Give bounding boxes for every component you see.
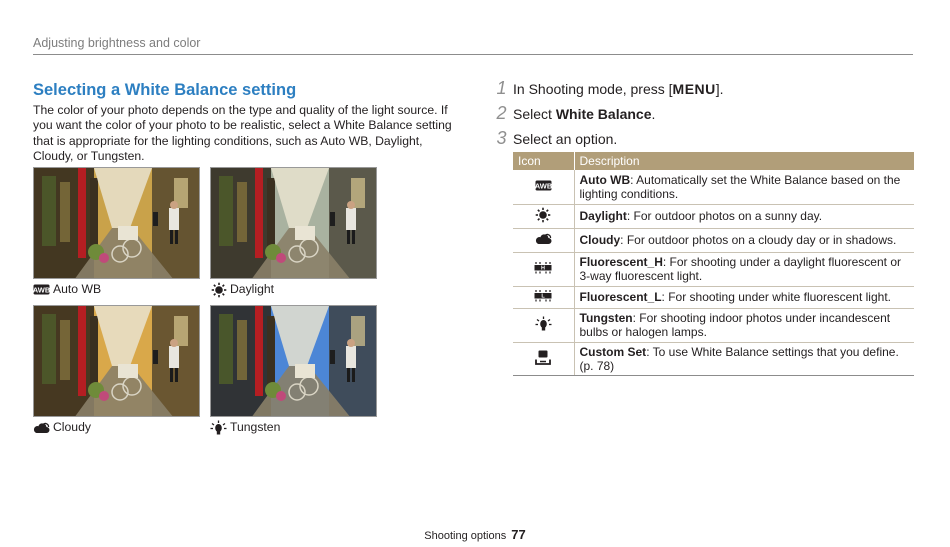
table-icon-cell (513, 170, 574, 204)
auto-wb-icon (535, 180, 552, 191)
step-text: Select an option. (513, 131, 618, 147)
caption-label: Cloudy (53, 420, 91, 434)
photo-4 (210, 305, 377, 435)
menu-key: MENU (672, 81, 716, 97)
table-row (513, 204, 914, 228)
option-description: : For outdoor photos on a cloudy day or in shadows. (620, 233, 897, 247)
step-text: Select White Balance. (513, 106, 656, 122)
auto-wb-icon (33, 283, 50, 296)
sample-photo (210, 305, 377, 417)
intro-text: The color of your photo depends on the type and quality of the light source. If you want the color of your photo to be realistic, select a White Balance setting that is appropriate for the lighting conditions, such as Auto WB, Daylight, Cloudy, or Tungsten. (33, 103, 452, 163)
footer-section-label: Shooting options (424, 530, 507, 542)
table-description-cell (574, 308, 914, 342)
cloudy-icon (535, 233, 552, 245)
step-number: 1 (496, 78, 507, 98)
column-header-icon: Icon (513, 152, 574, 170)
photo-1 (33, 167, 200, 297)
photo-caption (210, 420, 377, 435)
table-description-cell (574, 228, 914, 252)
table-icon-cell (513, 308, 574, 342)
option-name: Fluorescent_H (579, 255, 663, 269)
page-footer (0, 527, 950, 542)
option-description: : For shooting indoor photos under incandescent bulbs or halogen lamps. (579, 311, 891, 339)
header-title: Adjusting brightness and color (33, 36, 201, 50)
section-title: Selecting a White Balance setting (33, 81, 297, 99)
table-icon-cell (513, 286, 574, 308)
table-description-cell (574, 286, 914, 308)
option-name: Auto WB (579, 172, 631, 187)
svg-text:AWB: AWB (534, 181, 552, 191)
tungsten-icon (210, 421, 227, 434)
photo-2 (210, 167, 377, 297)
page-number: 77 (511, 527, 526, 542)
caption-label: Auto WB (53, 282, 102, 296)
step-2 (490, 103, 914, 128)
svg-text:L: L (541, 293, 545, 300)
daylight-icon (210, 283, 227, 296)
table-row (513, 252, 914, 286)
table-row (513, 286, 914, 308)
step-number: 2 (496, 103, 507, 123)
photo-3 (33, 305, 200, 435)
photo-caption (210, 282, 377, 297)
custom-set-icon (535, 350, 551, 365)
table-description-cell (574, 170, 914, 204)
caption-label: Daylight (230, 282, 275, 296)
daylight-icon (535, 207, 551, 223)
step-number: 3 (496, 128, 507, 148)
option-name: Tungsten (579, 311, 633, 325)
table-icon-cell (513, 342, 574, 375)
option-name: Cloudy (579, 233, 621, 247)
table-icon-cell (513, 228, 574, 252)
table-icon-cell (513, 252, 574, 286)
photo-caption (33, 420, 200, 435)
option-description: : For shooting under white fluorescent light. (661, 290, 891, 304)
option-description: : For outdoor photos on a sunny day. (626, 209, 823, 223)
svg-text:H: H (541, 265, 546, 272)
steps-list (490, 78, 914, 153)
option-description: : To use White Balance settings that you define. (p. 78) (579, 344, 899, 373)
white-balance-label: White Balance (555, 106, 652, 122)
table-row (513, 170, 914, 204)
table-description-cell (574, 342, 914, 375)
table-row (513, 342, 914, 375)
option-description: : For shooting under a daylight fluorescent or 3-way fluorescent light. (579, 255, 901, 283)
left-column (33, 80, 453, 164)
table-row (513, 308, 914, 342)
sample-photo (33, 167, 200, 279)
sample-photo (210, 167, 377, 279)
step-3 (490, 128, 914, 153)
svg-text:AWB: AWB (33, 285, 50, 295)
cloudy-icon (33, 421, 50, 434)
table-header-row (513, 152, 914, 170)
tungsten-icon (535, 316, 552, 332)
table-row (513, 228, 914, 252)
fluorescent-h-icon (534, 261, 552, 274)
option-name: Custom Set (579, 344, 647, 359)
white-balance-table (513, 152, 914, 376)
step-1 (490, 78, 914, 103)
photo-caption (33, 282, 200, 297)
option-name: Fluorescent_L (579, 290, 662, 304)
column-header-description: Description (574, 152, 914, 170)
fluorescent-l-icon (534, 289, 552, 302)
caption-label: Tungsten (230, 420, 281, 434)
page-header (33, 36, 913, 55)
table-icon-cell (513, 204, 574, 228)
step-text: In Shooting mode, press [MENU]. (513, 81, 724, 97)
option-description: : Automatically set the White Balance based on the lighting conditions. (579, 172, 901, 201)
table-description-cell (574, 204, 914, 228)
option-name: Daylight (579, 209, 627, 223)
table-description-cell (574, 252, 914, 286)
sample-photo (33, 305, 200, 417)
